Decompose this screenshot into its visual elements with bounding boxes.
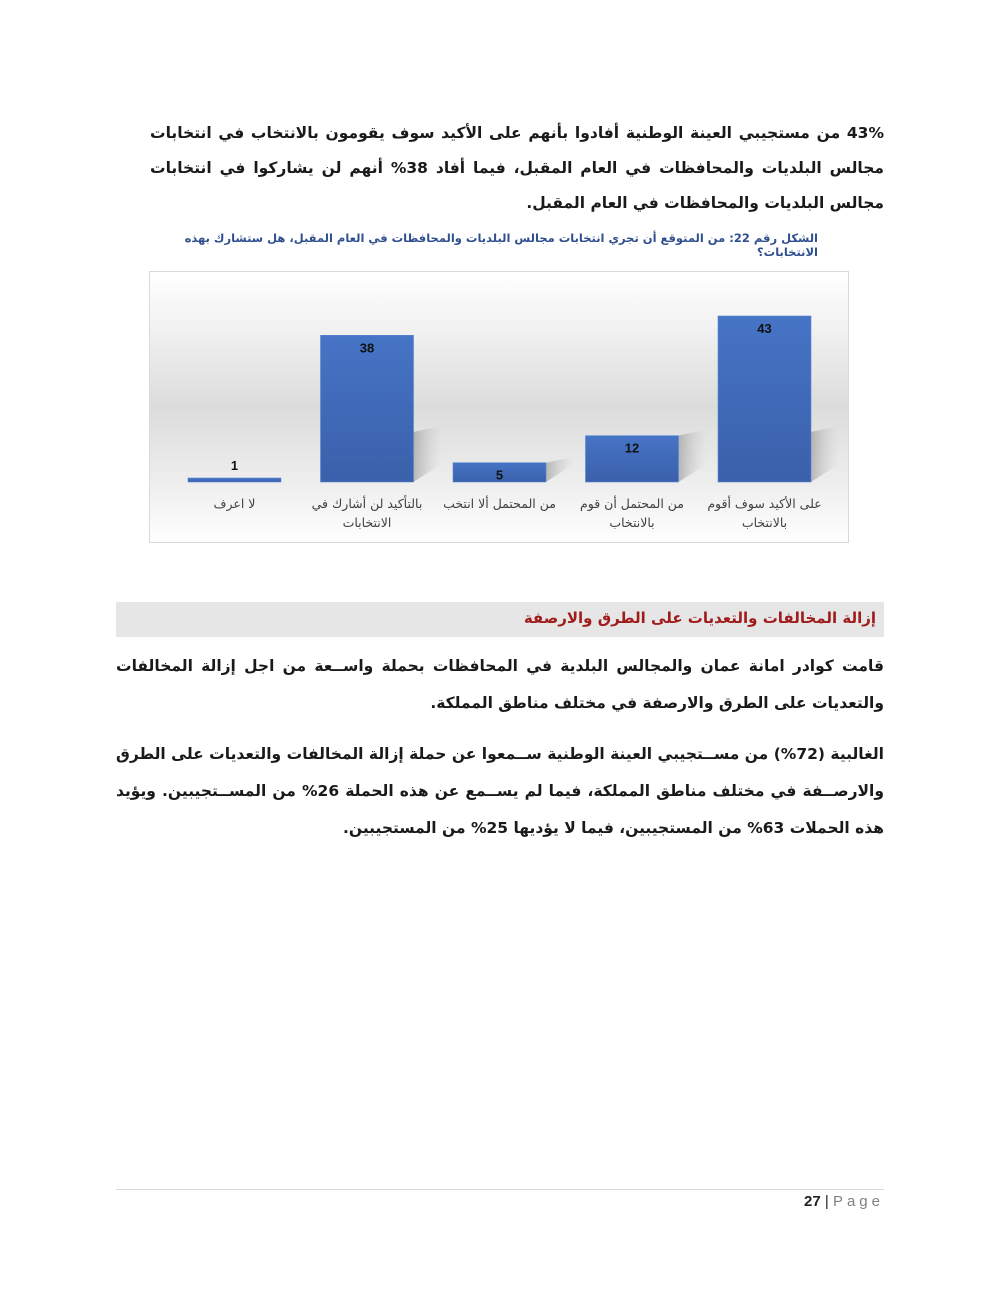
- awareness-paragraph: الغالبية (72%) من مســتجيبي العينة الوطنية ســمعوا عن حملة إزالة المخالفات والتعديات على الطرق والارصــفة في مختلف مناطق المملكة، فيما لم يســمع عن هذه الحملة 26% من المســتجيبين. ويؤيد هذه الحملات 63% من المستجيبين، فيما لا يؤديها 25% من المستجيبين.: [116, 745, 884, 837]
- category-label: بالتأكيد لن أشارك في: [311, 496, 423, 511]
- bar: [718, 316, 811, 482]
- category-label: الانتخابات: [342, 515, 392, 530]
- bar-shadow: [679, 430, 707, 482]
- figure-caption: الشكل رقم 22: من المتوقع أن تجري انتخابات مجالس البلديات والمحافظات في العام المقبل، هل ستشارك بهذه الانتخابات؟: [184, 231, 818, 259]
- section-title: إزالة المخالفات والتعديات على الطرق والارصفة: [523, 609, 876, 627]
- category-label: من المحتمل أن قوم: [580, 496, 684, 511]
- bar: [188, 478, 281, 482]
- section-heading-band: [116, 602, 884, 637]
- bar-shadow: [414, 426, 442, 482]
- bars-group: [188, 316, 811, 482]
- bar: [321, 335, 414, 482]
- page-footer: [804, 1193, 884, 1210]
- category-label: بالانتخاب: [609, 515, 655, 530]
- footer-separator: |: [824, 1193, 829, 1210]
- data-label: 43: [757, 321, 772, 336]
- data-label: 38: [359, 340, 375, 356]
- intro-paragraph: 43% من مستجيبي العينة الوطنية أفادوا بأنهم على الأكيد سوف يقومون بالانتخاب في انتخابات مجالس البلديات والمحافظات في العام المقبل، فيما أفاد 38% أنهم لن يشاركوا في انتخابات مجالس البلديات والمحافظات في العام المقبل.: [150, 124, 884, 212]
- page-number: 27: [804, 1193, 821, 1210]
- data-label: 1: [230, 458, 239, 473]
- category-label: لا اعرف: [213, 496, 256, 511]
- category-label: بالانتخاب: [741, 515, 788, 530]
- category-labels-group: [214, 495, 822, 530]
- chart-canvas: [150, 272, 848, 542]
- page-label: Page: [832, 1193, 884, 1210]
- data-label: 5: [495, 467, 504, 483]
- category-label: من المحتمل ألا انتخب: [443, 496, 556, 511]
- bar-shadow: [811, 426, 839, 482]
- footer-divider: [116, 1189, 884, 1190]
- bar-chart: [149, 271, 849, 543]
- category-label: على الأكيد سوف أقوم: [707, 496, 822, 511]
- campaign-paragraph: قامت كوادر امانة عمان والمجالس البلدية في المحافظات بحملة واســعة من اجل إزالة المخالفات والتعديات على الطرق والارصفة في مختلف مناطق المملكة.: [116, 657, 884, 712]
- data-label: 12: [624, 440, 640, 456]
- bar-shadow: [546, 457, 574, 482]
